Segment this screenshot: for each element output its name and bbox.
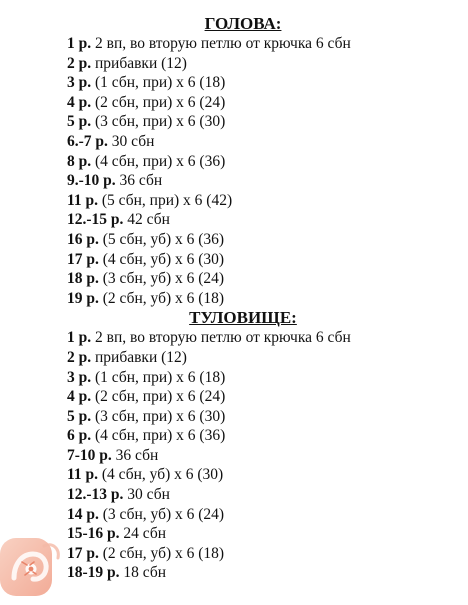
- pattern-row: [0, 348, 468, 368]
- row-instruction: 36 сбн: [111, 446, 159, 464]
- pattern-row: [0, 524, 468, 544]
- row-number: 6.-7 р.: [67, 132, 108, 150]
- section-title-head: ГОЛОВА:: [204, 14, 282, 33]
- row-number: 12.-15 р.: [67, 211, 124, 229]
- row-instruction: 36 сбн: [115, 172, 163, 190]
- row-number: 3 р.: [67, 368, 92, 386]
- pattern-row: [0, 132, 468, 152]
- row-number: 2 р.: [67, 54, 92, 72]
- row-number: 15-16 р.: [67, 525, 120, 543]
- pattern-row: [0, 328, 468, 348]
- row-number: 6 р.: [67, 427, 92, 445]
- pattern-row: [0, 465, 468, 485]
- row-instruction: 18 сбн: [119, 564, 167, 582]
- pattern-row: [0, 446, 468, 466]
- row-number: 19 р.: [67, 289, 99, 307]
- pattern-row: [0, 289, 468, 309]
- row-instruction: (4 сбн, при) х 6 (36): [91, 152, 226, 170]
- section-head: [0, 14, 468, 308]
- row-number: 2 р.: [67, 348, 92, 366]
- row-number: 14 р.: [67, 505, 99, 523]
- watermark-logo-icon: [0, 534, 64, 600]
- pattern-row: [0, 230, 468, 250]
- section-body: [0, 308, 468, 583]
- row-instruction: (5 сбн, уб) х 6 (36): [98, 230, 225, 248]
- row-instruction: 2 вп, во вторую петлю от крючка 6 сбн: [91, 329, 351, 347]
- row-instruction: (3 сбн, уб) х 6 (24): [98, 270, 225, 288]
- row-instruction: (4 сбн, при) х 6 (36): [91, 427, 226, 445]
- row-number: 7-10 р.: [67, 446, 112, 464]
- row-instruction: (4 сбн, уб) х 6 (30): [98, 466, 224, 484]
- row-number: 18 р.: [67, 270, 99, 288]
- pattern-row: [0, 368, 468, 388]
- row-instruction: 2 вп, во вторую петлю от крючка 6 сбн: [91, 35, 351, 52]
- row-number: 4 р.: [67, 388, 92, 406]
- pattern-row: [0, 563, 468, 583]
- pattern-row: [0, 544, 468, 564]
- row-instruction: (1 сбн, при) х 6 (18): [91, 368, 226, 386]
- pattern-row: [0, 112, 468, 132]
- pattern-row: [0, 54, 468, 74]
- row-instruction: (3 сбн, при) х 6 (30): [91, 407, 226, 425]
- row-instruction: (5 сбн, при) х 6 (42): [98, 191, 233, 209]
- row-number: 16 р.: [67, 230, 99, 248]
- row-number: 12.-13 р.: [67, 486, 124, 504]
- pattern-row: [0, 426, 468, 446]
- row-instruction: (4 сбн, уб) х 6 (30): [98, 250, 225, 268]
- row-instruction: 30 сбн: [123, 486, 170, 504]
- document-page: [0, 14, 468, 583]
- row-number: 18-19 р.: [67, 564, 120, 582]
- row-instruction: 42 сбн: [123, 211, 170, 229]
- row-number: 1 р.: [67, 329, 92, 347]
- row-instruction: (3 сбн, уб) х 6 (24): [98, 505, 225, 523]
- row-instruction: (2 сбн, при) х 6 (24): [91, 93, 226, 111]
- row-number: 17 р.: [67, 250, 99, 268]
- row-instruction: 24 сбн: [119, 525, 167, 543]
- section-title-body: ТУЛОВИЩЕ:: [189, 308, 297, 328]
- pattern-row: [0, 191, 468, 211]
- row-number: 1 р.: [67, 35, 92, 52]
- row-instruction: 30 сбн: [107, 132, 155, 150]
- row-instruction: (1 сбн, при) х 6 (18): [91, 74, 226, 92]
- pattern-row: [0, 34, 468, 54]
- pattern-row: [0, 152, 468, 172]
- row-number: 11 р.: [67, 466, 99, 484]
- row-instruction: (2 сбн, при) х 6 (24): [91, 388, 226, 406]
- pattern-row: [0, 250, 468, 270]
- row-instruction: прибавки (12): [91, 348, 187, 366]
- pattern-row: [0, 505, 468, 525]
- row-number: 17 р.: [67, 544, 99, 562]
- pattern-row: [0, 407, 468, 427]
- pattern-row: [0, 171, 468, 191]
- pattern-row: [0, 387, 468, 407]
- pattern-row: [0, 93, 468, 113]
- row-number: 5 р.: [67, 113, 92, 131]
- row-number: 8 р.: [67, 152, 92, 170]
- pattern-row: [0, 210, 468, 230]
- row-number: 3 р.: [67, 74, 92, 92]
- pattern-row: [0, 269, 468, 289]
- row-number: 4 р.: [67, 93, 92, 111]
- row-instruction: прибавки (12): [91, 54, 187, 72]
- row-number: 11 р.: [67, 191, 99, 209]
- row-number: 9.-10 р.: [67, 172, 116, 190]
- row-instruction: (3 сбн, при) х 6 (30): [91, 113, 226, 131]
- pattern-row: [0, 485, 468, 505]
- pattern-row: [0, 73, 468, 93]
- row-instruction: (2 сбн, уб) х 6 (18): [98, 544, 225, 562]
- row-number: 5 р.: [67, 407, 92, 425]
- row-instruction: (2 сбн, уб) х 6 (18): [98, 289, 225, 307]
